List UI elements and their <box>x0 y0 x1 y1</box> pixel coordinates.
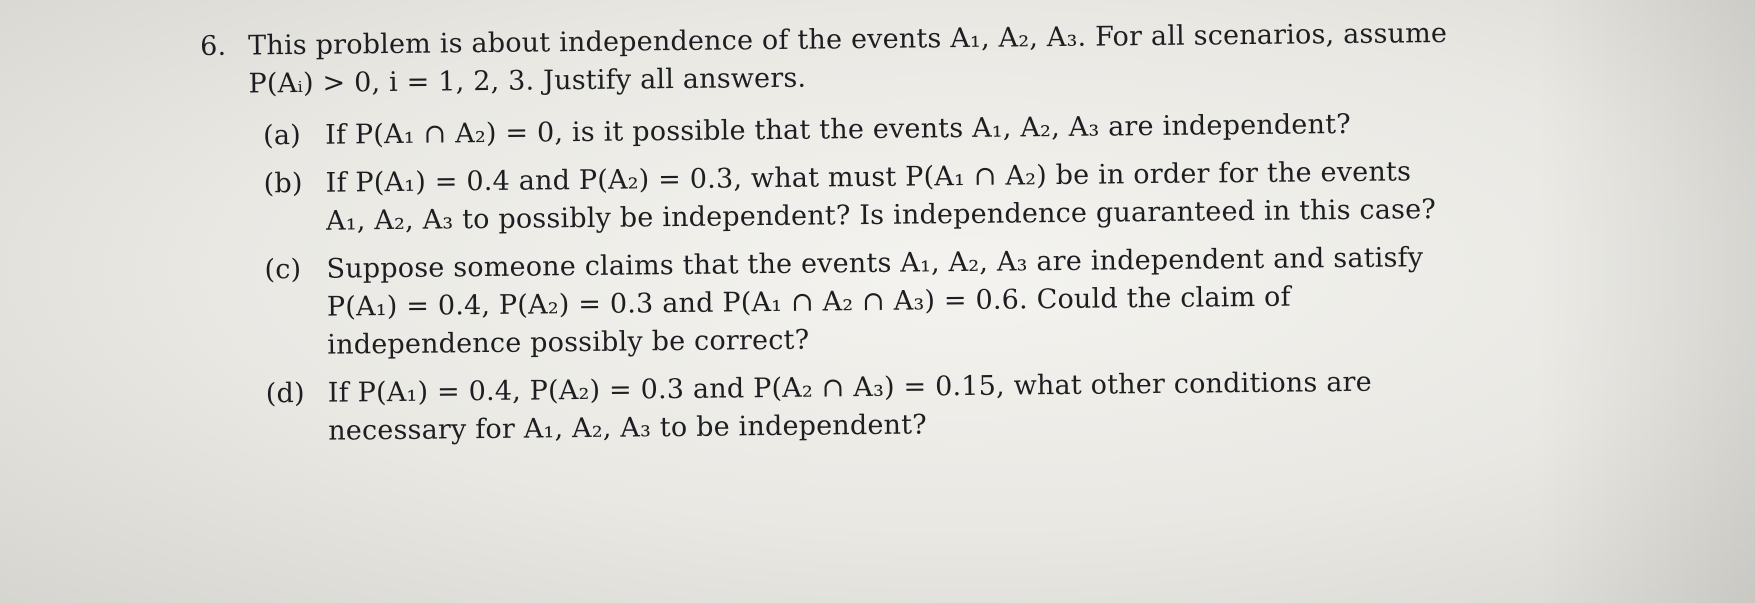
problem-statement-line-2: P(Aᵢ) > 0, i = 1, 2, 3. Justify all answers. <box>248 62 807 100</box>
part-text: If P(A₁ ∩ A₂) = 0, is it possible that the events A₁, A₂, A₃ are independent? <box>324 108 1352 151</box>
problem-6 <box>200 14 1544 462</box>
part-text: Suppose someone claims that the events A₁, A₂, A₃ are independent and satisfy <box>326 242 1424 285</box>
part-a <box>201 104 1541 156</box>
part-d <box>204 362 1545 452</box>
part-d-line-2: necessary for A₁, A₂, A₃ to be independent? <box>328 409 928 447</box>
problem-parts <box>201 104 1544 452</box>
problem-number: 6. <box>200 30 227 62</box>
part-label: (a) <box>262 119 302 152</box>
part-c-line-2: P(A₁) = 0.4, P(A₂) = 0.3 and P(A₁ ∩ A₂ ∩ A₃) = 0.6. Could the claim of <box>326 281 1291 323</box>
part-label: (c) <box>264 253 302 286</box>
part-a-line-1 <box>201 104 1541 156</box>
part-b-line-2: A₁, A₂, A₃ to possibly be independent? Is independence guaranteed in this case? <box>325 194 1437 237</box>
part-c-line-3: independence possibly be correct? <box>327 324 810 361</box>
part-label: (d) <box>265 377 305 410</box>
problem-text-line-1: This problem is about independence of the events A₁, A₂, A₃. For all scenarios, assume <box>248 17 1448 62</box>
part-text: If P(A₁) = 0.4, P(A₂) = 0.3 and P(A₂ ∩ A₃) = 0.15, what other conditions are <box>327 366 1373 409</box>
part-c <box>202 238 1543 366</box>
part-label: (b) <box>263 167 303 200</box>
part-b <box>201 152 1542 242</box>
paper-shadow <box>1535 0 1755 603</box>
part-text: If P(A₁) = 0.4 and P(A₂) = 0.3, what must P(A₁ ∩ A₂) be in order for the events <box>325 156 1412 199</box>
